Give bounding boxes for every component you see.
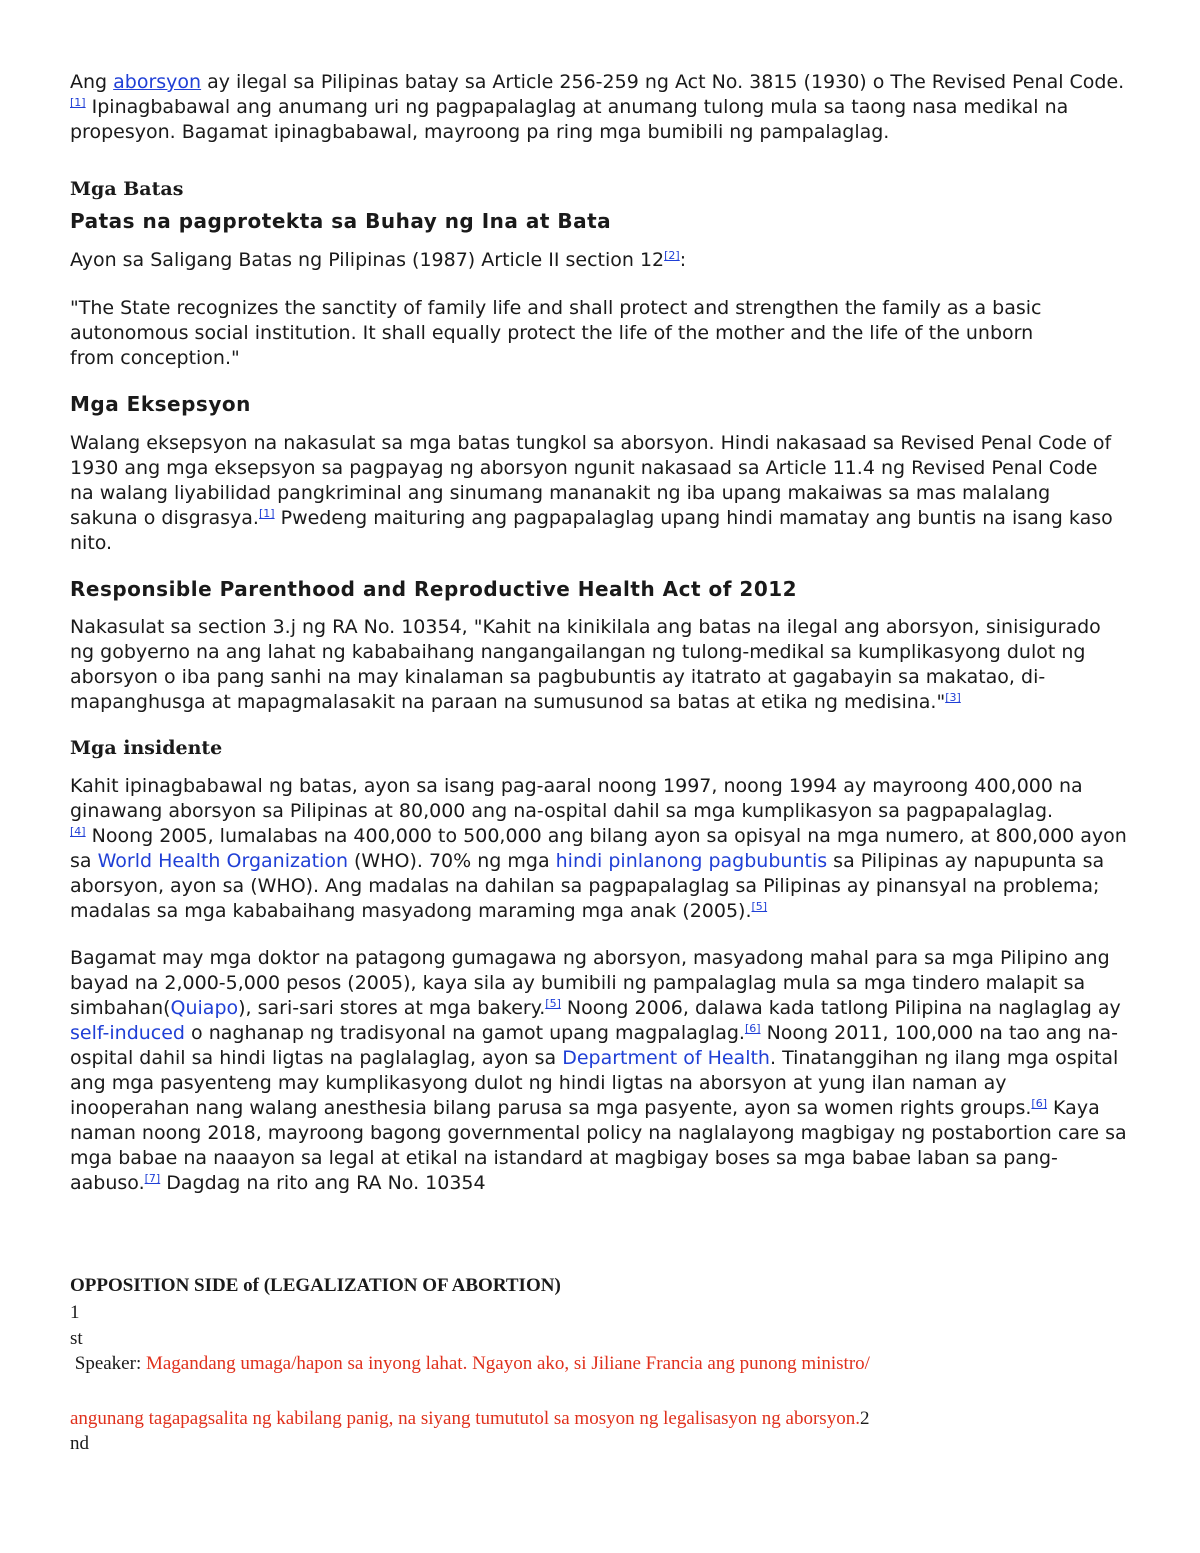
speaker-2-number: 2 [859,1408,870,1429]
ref-7-link[interactable]: [7] [144,1172,161,1185]
speech-line-1: Magandang umaga/hapon sa inyong lahat. Ngayon ako, si Jiliane Francia ang punong ministro/ [145,1353,870,1374]
mga-insidente-heading: Mga insidente [70,737,223,759]
mga-batas-heading: Mga Batas [70,178,184,200]
aborsyon-link[interactable]: aborsyon [113,71,202,93]
speech-line-2: angunang tagapagsalita ng kabilang panig, na siyang tumututol sa mosyon ng legalisasyon ng aborsyon. [70,1408,860,1429]
intro-paragraph: Ang aborsyon ay ilegal sa Pilipinas batay sa Article 256-259 ng Act No. 3815 (1930) o The Revised Penal Code.[1] Ipinagbabawal ang anumang uri ng pagpapalaglag at anumang tulong mula sa taong nasa medikal na propesyon. Bagamat ipinagbabawal, mayroong pa ring mga bumibili ng pampalaglag. [70,71,1125,143]
insidente-paragraph-2: Bagamat may mga doktor na patagong gumagawa ng aborsyon, masyadong mahal para sa mga Pilipino ang bayad na 2,000-5,000 pesos (2005), kaya sila ay bumibili ng pampalaglag mula sa mga tindero malapit sa simbahan(Quiapo), sari-sari stores at mga bakery.[5] Noong 2006, dalawa kada tatlong Pilipina na naglaglag ay self-induced o naghanap ng tradisyonal na gamot upang magpalaglag.[6] Noong 2011, 100,000 na tao ang na-ospital dahil sa hindi ligtas na paglalaglag, ayon sa Department of Health. Tinatanggihan ng ilang mga ospital ang mga pasyenteng may kumplikasyong dulot ng hindi ligtas na aborsyon at yung ilan naman ay inooperahan nang walang anesthesia bilang parusa sa mga pasyente, ayon sa women rights groups.[6] Kaya naman noong 2018, mayroong bagong governmental policy na naglalayong magbigay ng postabortion care sa mga babae na naaayon sa legal at etikal na istandard at magbigay boses sa mga babae laban sa pang-aabuso.[7] Dagdag na rito ang RA No. 10354 [70,947,1127,1194]
insidente-paragraph-1: Kahit ipinagbabawal ng batas, ayon sa isang pag-aaral noong 1997, noong 1994 ay mayroong 400,000 na ginawang aborsyon sa Pilipinas at 80,000 ang na-ospital dahil sa mga kumplikasyon sa pagpapalaglag. [4] Noong 2005, lumalabas na 400,000 to 500,000 ang bilang ayon sa opisyal na mga numero, at 800,000 ayon sa World Health Organization (WHO). 70% ng mga hindi pinlanong pagbubuntis sa Pilipinas ay napupunta sa aborsyon, ayon sa (WHO). Ang madalas na dahilan sa pagpapalaglag sa Pilipinas ay pinansyal na problema; madalas sa mga kababaihang masyadong maraming mga anak (2005).[5] [70,775,1127,922]
doh-link[interactable]: Department of Health [562,1047,770,1069]
constitution-quote: "The State recognizes the sanctity of family life and shall protect and strengthen the family as a basic autonomous social institution. It shall equally protect the life of the mother and the life of the unborn from conception." [70,297,1042,369]
patas-heading: Patas na pagprotekta sa Buhay ng Ina at Bata [70,209,612,233]
rh-act-paragraph: Nakasulat sa section 3.j ng RA No. 10354, "Kahit na kinikilala ang batas na ilegal ang aborsyon, sinisigurado ng gobyerno na ang lahat ng kababaihang nangangailangan ng tulong-medikal sa kumplikasyong dulot ng aborsyon o iba pang sanhi na may kinalaman sa pagbubuntis ay itatrato at gagabayin sa makatao, di-mapanghusga at mapagmalasakit na paraan na sumusunod sa batas at etika ng medisina."[3] [70,616,1101,713]
rh-act-heading: Responsible Parenthood and Reproductive Health Act of 2012 [70,577,798,601]
self-induced-link[interactable]: self-induced [70,1022,185,1044]
ref-3-link[interactable]: [3] [945,691,961,704]
ref-2-link[interactable]: [2] [664,249,680,262]
eksepsyon-paragraph: Walang eksepsyon na nakasulat sa mga batas tungkol sa aborsyon. Hindi nakasaad sa Revised Penal Code of 1930 ang mga eksepsyon sa pagpayag ng aborsyon ngunit nakasaad sa Article 11.4 ng Revised Penal Code na walang liyabilidad pangkriminal ang sinumang mananakit ng iba upang makaiwas sa mas malalang sakuna o disgrasya.[1] Pwedeng maituring ang pagpapalaglag upang hindi mamatay ang buntis na isang kaso nito. [70,432,1113,554]
speaker-1-number: 1 [70,1302,80,1323]
ref-5b-link[interactable]: [5] [545,997,561,1010]
speaker-2-ordinal: nd [70,1433,89,1454]
ref-6b-link[interactable]: [6] [1031,1097,1048,1110]
speaker-label: Speaker: [70,1353,146,1374]
saligang-batas-line: Ayon sa Saligang Batas ng Pilipinas (1987) Article II section 12[2]: [70,249,687,271]
ref-1-link[interactable]: [1] [70,96,86,109]
speaker-1-line [70,1351,870,1376]
mga-eksepsyon-heading: Mga Eksepsyon [70,392,251,416]
ref-1b-link[interactable]: [1] [258,507,275,520]
ref-4-link[interactable]: [4] [70,825,86,838]
speaker-1-ordinal: st [70,1328,83,1349]
hindi-pinlanong-link[interactable]: hindi pinlanong pagbubuntis [555,850,828,872]
opposition-heading: OPPOSITION SIDE of (LEGALIZATION OF ABORTION) [70,1275,561,1296]
who-link[interactable]: World Health Organization [97,850,348,872]
speaker-1-line-2 [70,1406,869,1431]
ref-5-link[interactable]: [5] [751,900,768,913]
quiapo-link[interactable]: Quiapo [170,997,239,1019]
ref-6-link[interactable]: [6] [744,1022,761,1035]
